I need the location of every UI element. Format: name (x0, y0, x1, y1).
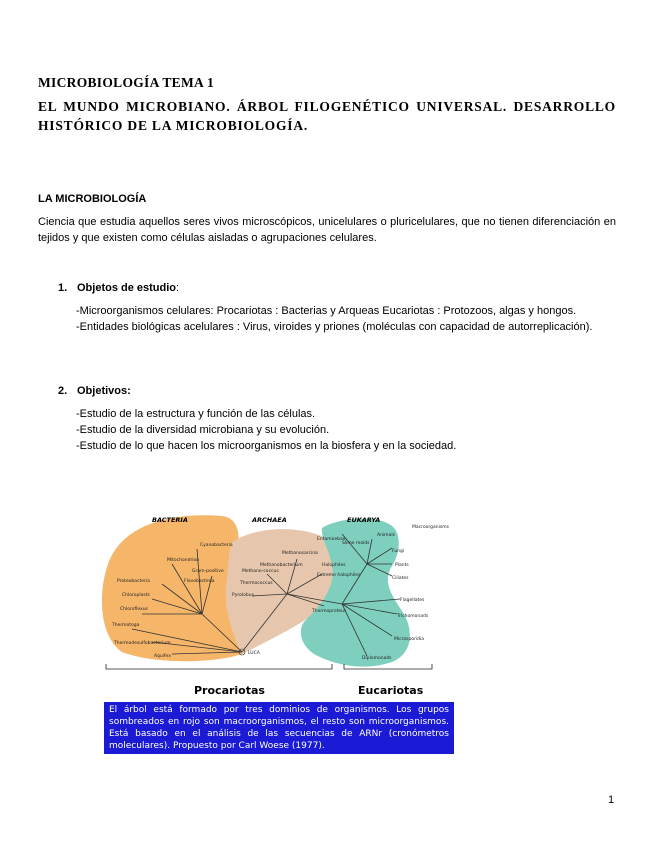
eukarya-leaf-label: Diplomonads (362, 656, 392, 661)
bacteria-leaf-label: Thermodesulfobacterium (114, 641, 171, 646)
definition-paragraph: Ciencia que estudia aquellos seres vivos microscópicos, unicelulares o pluricelulares, que no tienen diferenciación en tejidos y que existen como células aisladas o agrupaciones celulares. (38, 216, 616, 244)
phylogenetic-tree-svg (92, 504, 470, 700)
list2-number: 2. (58, 385, 68, 397)
bacteria-leaf-label: Proteobacteria (117, 579, 150, 584)
eucariotas-label: Eucariotas (358, 684, 424, 697)
bacteria-leaf-label: Chloroplasts (122, 593, 150, 598)
list1-title-suffix: : (176, 282, 180, 294)
list1-number: 1. (58, 282, 68, 294)
bacteria-leaf-label: Aquifex (154, 654, 171, 659)
domain-label-bacteria: BACTERIA (152, 516, 188, 524)
eukarya-leaf-label: Fungi (392, 549, 405, 554)
eukarya-leaf-label: Microsporidia (394, 637, 425, 642)
list1-item: -Microorganismos celulares: Procariotas : Bacterias y Arqueas Eucariotas : Protozoos, algas y hongos. (76, 305, 577, 317)
phylogenetic-tree-figure (92, 504, 470, 700)
eukarya-leaf-label: Slime molds (342, 541, 370, 546)
list1-items (76, 303, 616, 335)
eukarya-leaf-label: Entamoebae (317, 537, 346, 542)
bacteria-leaf-label: Cyanobacteria (200, 543, 233, 548)
archaea-leaf-label: Extreme halophiles (317, 573, 361, 578)
archaea-leaf-label: Methanosarcina (282, 551, 318, 556)
luca-label: LUCA (248, 651, 260, 656)
bacteria-leaf-label: Gram-positive (192, 569, 224, 574)
eukarya-leaf-label: Plants (395, 563, 409, 568)
procariotas-label: Procariotas (194, 684, 265, 697)
section-heading: LA MICROBIOLOGÍA (38, 193, 147, 205)
list2-item: -Estudio de la estructura y función de las células. (76, 408, 316, 420)
bacteria-leaf-label: Thermotoga (112, 623, 140, 628)
bacteria-leaf-label: Flavobacteria (184, 579, 215, 584)
list2-item: -Estudio de la diversidad microbiana y su evolución. (76, 424, 330, 436)
bacteria-leaf-label: Mitochondrion (167, 558, 200, 563)
document-subtitle: EL MUNDO MICROBIANO. ÁRBOL FILOGENÉTICO UNIVERSAL. DESARROLLO HISTÓRICO DE LA MICROBIOLOGÍA. (38, 99, 616, 133)
archaea-leaf-label: Pyrolobus (232, 593, 254, 598)
bacteria-region (102, 515, 242, 661)
eukarya-leaf-label: Flagellates (400, 598, 425, 603)
list2-title: Objetivos: (77, 385, 131, 397)
domain-label-eukarya: EUKARYA (347, 516, 381, 524)
list2-items (76, 406, 616, 454)
procariotas-bracket (106, 664, 332, 669)
eukarya-leaf-label: Animals (377, 533, 395, 538)
eukarya-leaf-label: Ciliates (392, 576, 409, 581)
bacteria-leaf-label: Chloroflexus (120, 607, 148, 612)
eukarya-leaf-label: Trichomonads (397, 614, 429, 619)
page-number: 1 (608, 794, 615, 806)
archaea-leaf-label: Thermococcus (240, 581, 273, 586)
document-title: MICROBIOLOGÍA TEMA 1 (38, 75, 215, 90)
domain-label-archaea: ARCHAEA (252, 516, 287, 524)
archaea-leaf-label: Halophiles (322, 563, 346, 568)
figure-caption: El árbol está formado por tres dominios de organismos. Los grupos sombreados en rojo son macroorganismos, el resto son microorganismos. Está basado en el análisis de las secuencias de ARNr (cronómetros moleculares). Propuesto por Carl Woese (1977). (104, 702, 454, 754)
eukarya-leaf-label: Macroorganisms (412, 525, 449, 530)
archaea-leaf-label: Methano-coccus (242, 569, 279, 574)
list1-item: -Entidades biológicas acelulares : Virus, viroides y priones (moléculas con capacidad de autorreplicación). (76, 321, 593, 333)
archaea-leaf-label: Thermoproteus (312, 609, 347, 614)
list1-title: Objetos de estudio (77, 282, 177, 294)
list2-item: -Estudio de lo que hacen los microorganismos en la biosfera y en la sociedad. (76, 440, 457, 452)
archaea-leaf-label: Methanobacterium (260, 563, 303, 568)
